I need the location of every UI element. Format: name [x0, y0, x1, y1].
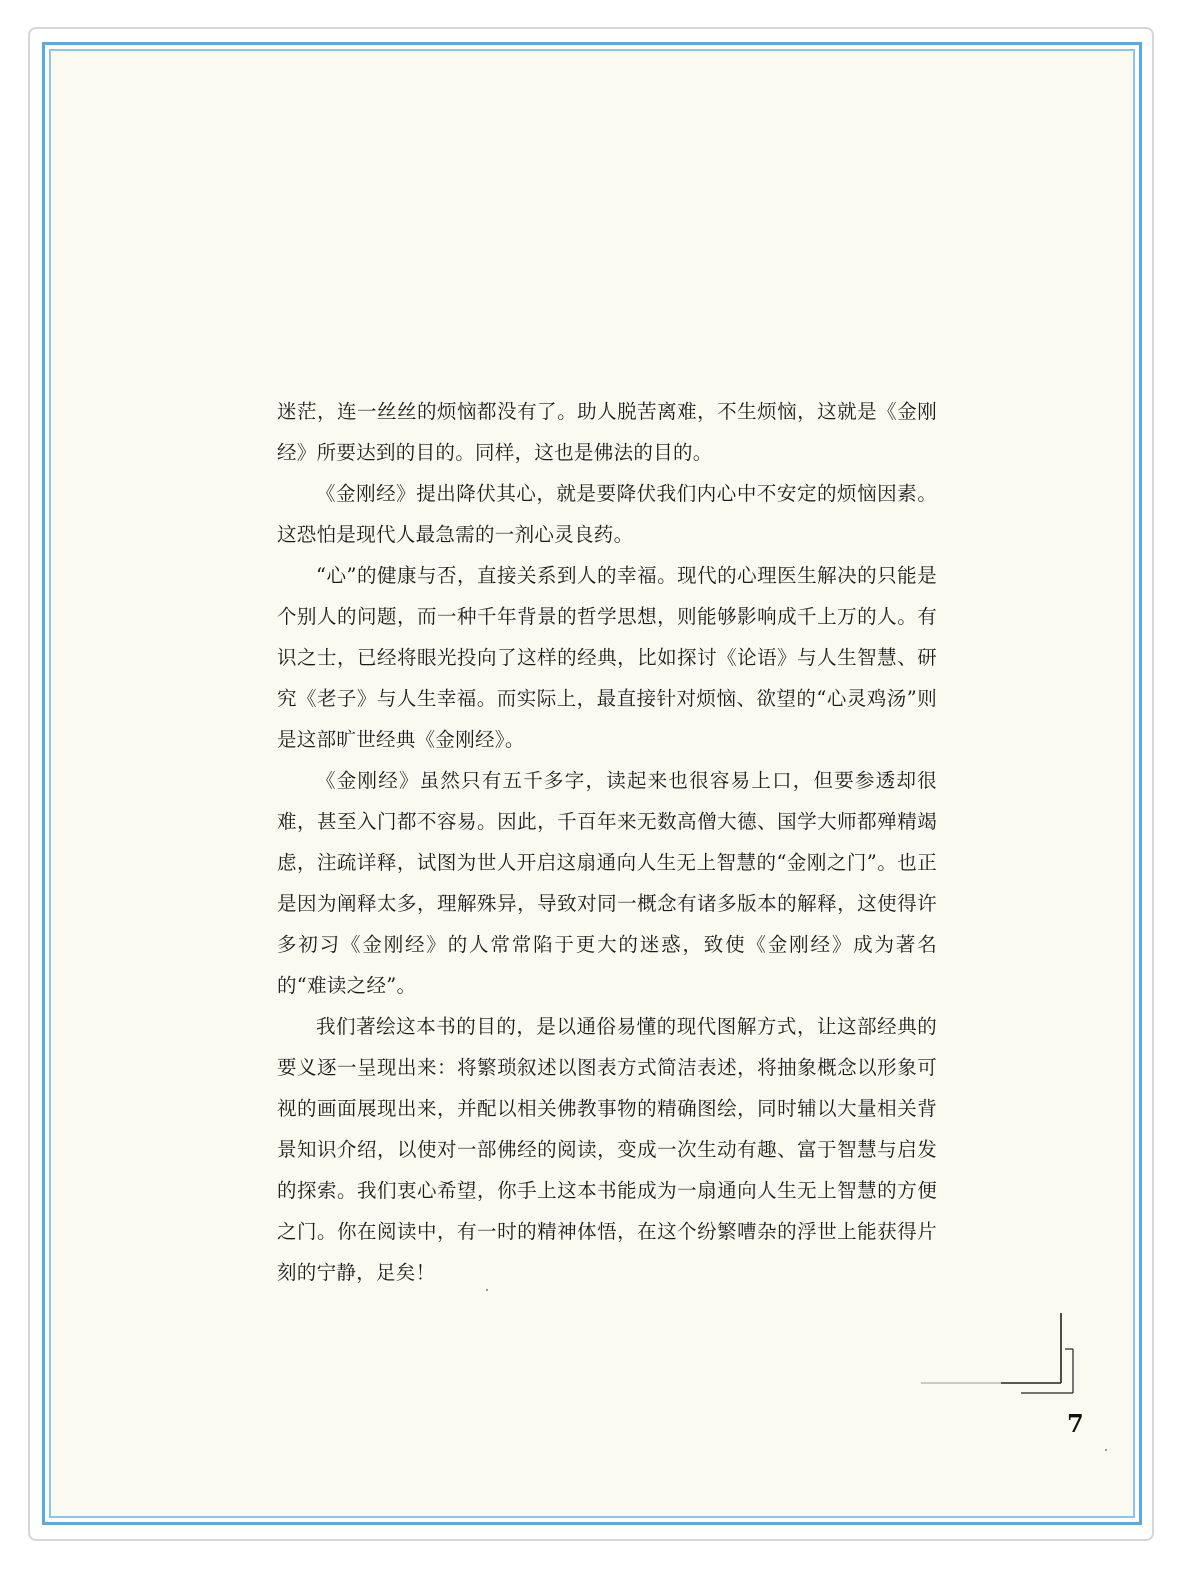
page-number: 7 [1067, 1409, 1084, 1438]
page-border [42, 42, 1142, 1525]
page-surface [49, 49, 1135, 1518]
scan-speck [486, 1289, 488, 1291]
paragraph-3: “心”的健康与否，直接关系到人的幸福。现代的心理医生解决的只能是个别人的问题，而一种千年背景的哲学思想，则能够影响成千上万的人。有识之士，已经将眼光投向了这样的经典，比如探讨《论语》与人生智慧、研究《老子》与人生幸福。而实际上，最直接针对烦恼、欲望的“心灵鸡汤”则是这部旷世经典《金刚经》。 [277, 564, 937, 751]
paragraph-5: 我们著绘这本书的目的，是以通俗易懂的现代图解方式，让这部经典的要义逐一呈现出来：将繁琐叙述以图表方式简洁表述，将抽象概念以形象可视的画面展现出来，并配以相关佛教事物的精确图绘，同时辅以大量相关背景知识介绍，以使对一部佛经的阅读，变成一次生动有趣、富于智慧与启发的探索。我们衷心希望，你手上这本书能成为一扇通向人生无上智慧的方便之门。你在阅读中，有一时的精神体悟，在这个纷繁嘈杂的浮世上能获得片刻的宁静，足矣！ [277, 1015, 937, 1284]
paragraph-1: 迷茫，连一丝丝的烦恼都没有了。助人脱苦离难，不生烦恼，这就是《金刚经》所要达到的目的。同样，这也是佛法的目的。 [277, 400, 937, 464]
paragraph-2: 《金刚经》提出降伏其心，就是要降伏我们内心中不安定的烦恼因素。这恐怕是现代人最急需的一剂心灵良药。 [277, 482, 937, 546]
corner-ornament [921, 1313, 1081, 1403]
body-text [277, 391, 937, 1293]
paragraph-4: 《金刚经》虽然只有五千多字，读起来也很容易上口，但要参透却很难，甚至入门都不容易。因此，千百年来无数高僧大德、国学大师都殚精竭虑，注疏详释，试图为世人开启这扇通向人生无上智慧的“金刚之门”。也正是因为阐释太多，理解殊异，导致对同一概念有诸多版本的解释，这使得许多初习《金刚经》的人常常陷于更大的迷惑，致使《金刚经》成为著名的“难读之经”。 [277, 769, 937, 997]
scan-speck [1105, 1449, 1107, 1451]
